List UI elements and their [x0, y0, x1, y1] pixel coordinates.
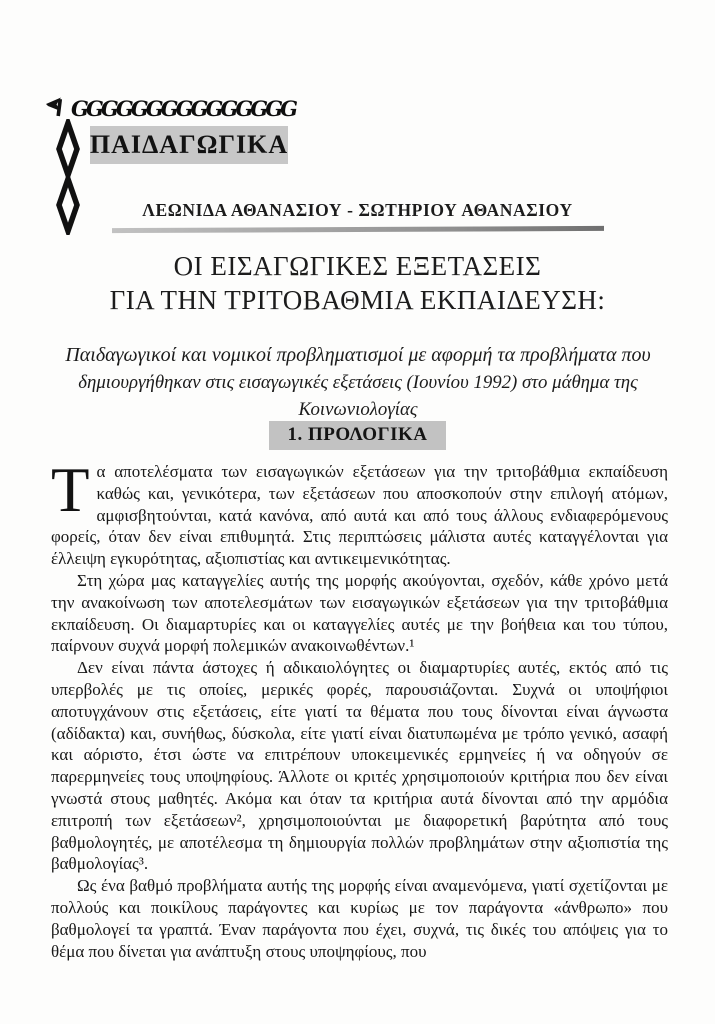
section-heading-row — [0, 421, 715, 450]
article-title-line2: ΓΙΑ ΤΗΝ ΤΡΙΤΟΒΑΘΜΙΑ ΕΚΠΑΙΔΕΥΣΗ: — [109, 285, 606, 315]
paragraph-2: Στη χώρα μας καταγγελίες αυτής της μορφής ακούγονται, σχεδόν, κάθε χρόνο μετά την ανακοίνωση των αποτελεσμάτων των εισαγωγικών εξετάσεων για την τριτοβάθμια εκπαίδευση. Οι διαμαρτυρίες και οι καταγγελίες αυτές με την βοήθεια και του τύπου, παίρνουν συχνά μορφή πολεμικών ανακοινωθέντων.¹ — [51, 570, 668, 656]
section-heading: 1. ΠΡΟΛΟΓΙΚΑ — [269, 421, 445, 450]
paragraph-3: Δεν είναι πάντα άστοχες ή αδικαιολόγητες οι διαμαρτυρίες αυτές, εκτός από τις υπερβολές με τις οποίες, μερικές φορές, παρουσιάζονται. Συχνά οι υποψήφιοι αποτυγχάνουν στις εξετάσεις, είτε γιατί τα θέματα που τους δίνονται είναι άγνωστα (αδίδακτα) και, συνήθως, δύσκολα, είτε γιατί είναι διατυπωμένα με τρόπο γενικό, ασαφή και αόριστο, έτσι ώστε να επιτρέπουν υποκειμενικές ερμηνείες ή να οδηγούν σε παρερμηνείες τους υποψηφίους. Άλλοτε οι κριτές χρησιμοποιούν κριτήρια που δεν είναι γνωστά στους μαθητές. Ακόμα και όταν τα κριτήρια αυτά δίνονται από την αρμόδια επιτροπή των εξετάσεων², χρησιμοποιούνται με διαφορετική βαρύτητα από τους βαθμολογητές, με αποτέλεσμα τη δημιουργία πολλών προβλημάτων στην αξιοπιστία της βαθμολογίας³. — [51, 658, 668, 874]
article-subtitle-line2: δημιουργήθηκαν στις εισαγωγικές εξετάσεις (Ιουνίου 1992) στο μάθημα της Κοινωνιολογίας — [78, 372, 638, 420]
article-body — [51, 455, 668, 962]
dropcap-letter: Τ — [51, 455, 90, 525]
article-subtitle-line1: Παιδαγωγικοί και νομικοί προβληματισμοί με αφορμή τα προβλήματα που — [65, 344, 651, 366]
rubric-box — [90, 126, 288, 164]
paragraph-4: Ως ένα βαθμό προβλήματα αυτής της μορφής είναι αναμενόμενα, γιατί σχετίζονται με πολλούς και ποικίλους παράγοντες και κυρίως με τον παράγοντα «άνθρωπο» που βαθμολογεί τα γραπτά. Έναν παράγοντα που έχει, συχνά, τις δικές του απόψεις για το θέμα που δίνεται για ανάπτυξη στους υποψηφίους, που — [51, 876, 668, 961]
paragraph-1 — [51, 455, 668, 570]
paragraph-1-text: α αποτελέσματα των εισαγωγικών εξετάσεων για την τριτοβάθμια εκπαίδευση καθώς και, γενικότερα, των εξετάσεων που αποσκοπούν στην επιλογή ατόμων, αμφισβητούνται, κατά κανόνα, από αυτά και από τους άλλους ενδιαφερόμενους φορείς, όταν δεν είναι επιθυμητά. Στις περιπτώσεις μάλιστα αυτές καταγγέλονται για έλλειψη εγκυρότητας, αξιοπιστίας και αντικειμενικότητας. — [51, 462, 668, 569]
rubric-label: ΠΑΙΔΑΓΩΓΙΚΑ — [89, 130, 289, 159]
authors-line: ΛΕΩΝΙΔΑ ΑΘΑΝΑΣΙΟΥ - ΣΩΤΗΡΙΟΥ ΑΘΑΝΑΣΙΟΥ — [142, 200, 573, 220]
authors-underline-rule — [112, 226, 604, 233]
article-title — [0, 249, 715, 317]
article-subtitle — [46, 341, 670, 423]
flag-ornament-icon — [44, 96, 68, 120]
chain-border-ornament: GGGGGGGGGGGGGGG — [68, 96, 298, 121]
article-title-line1: ΟΙ ΕΙΣΑΓΩΓΙΚΕΣ ΕΞΕΤΑΣΕΙΣ — [173, 251, 542, 281]
